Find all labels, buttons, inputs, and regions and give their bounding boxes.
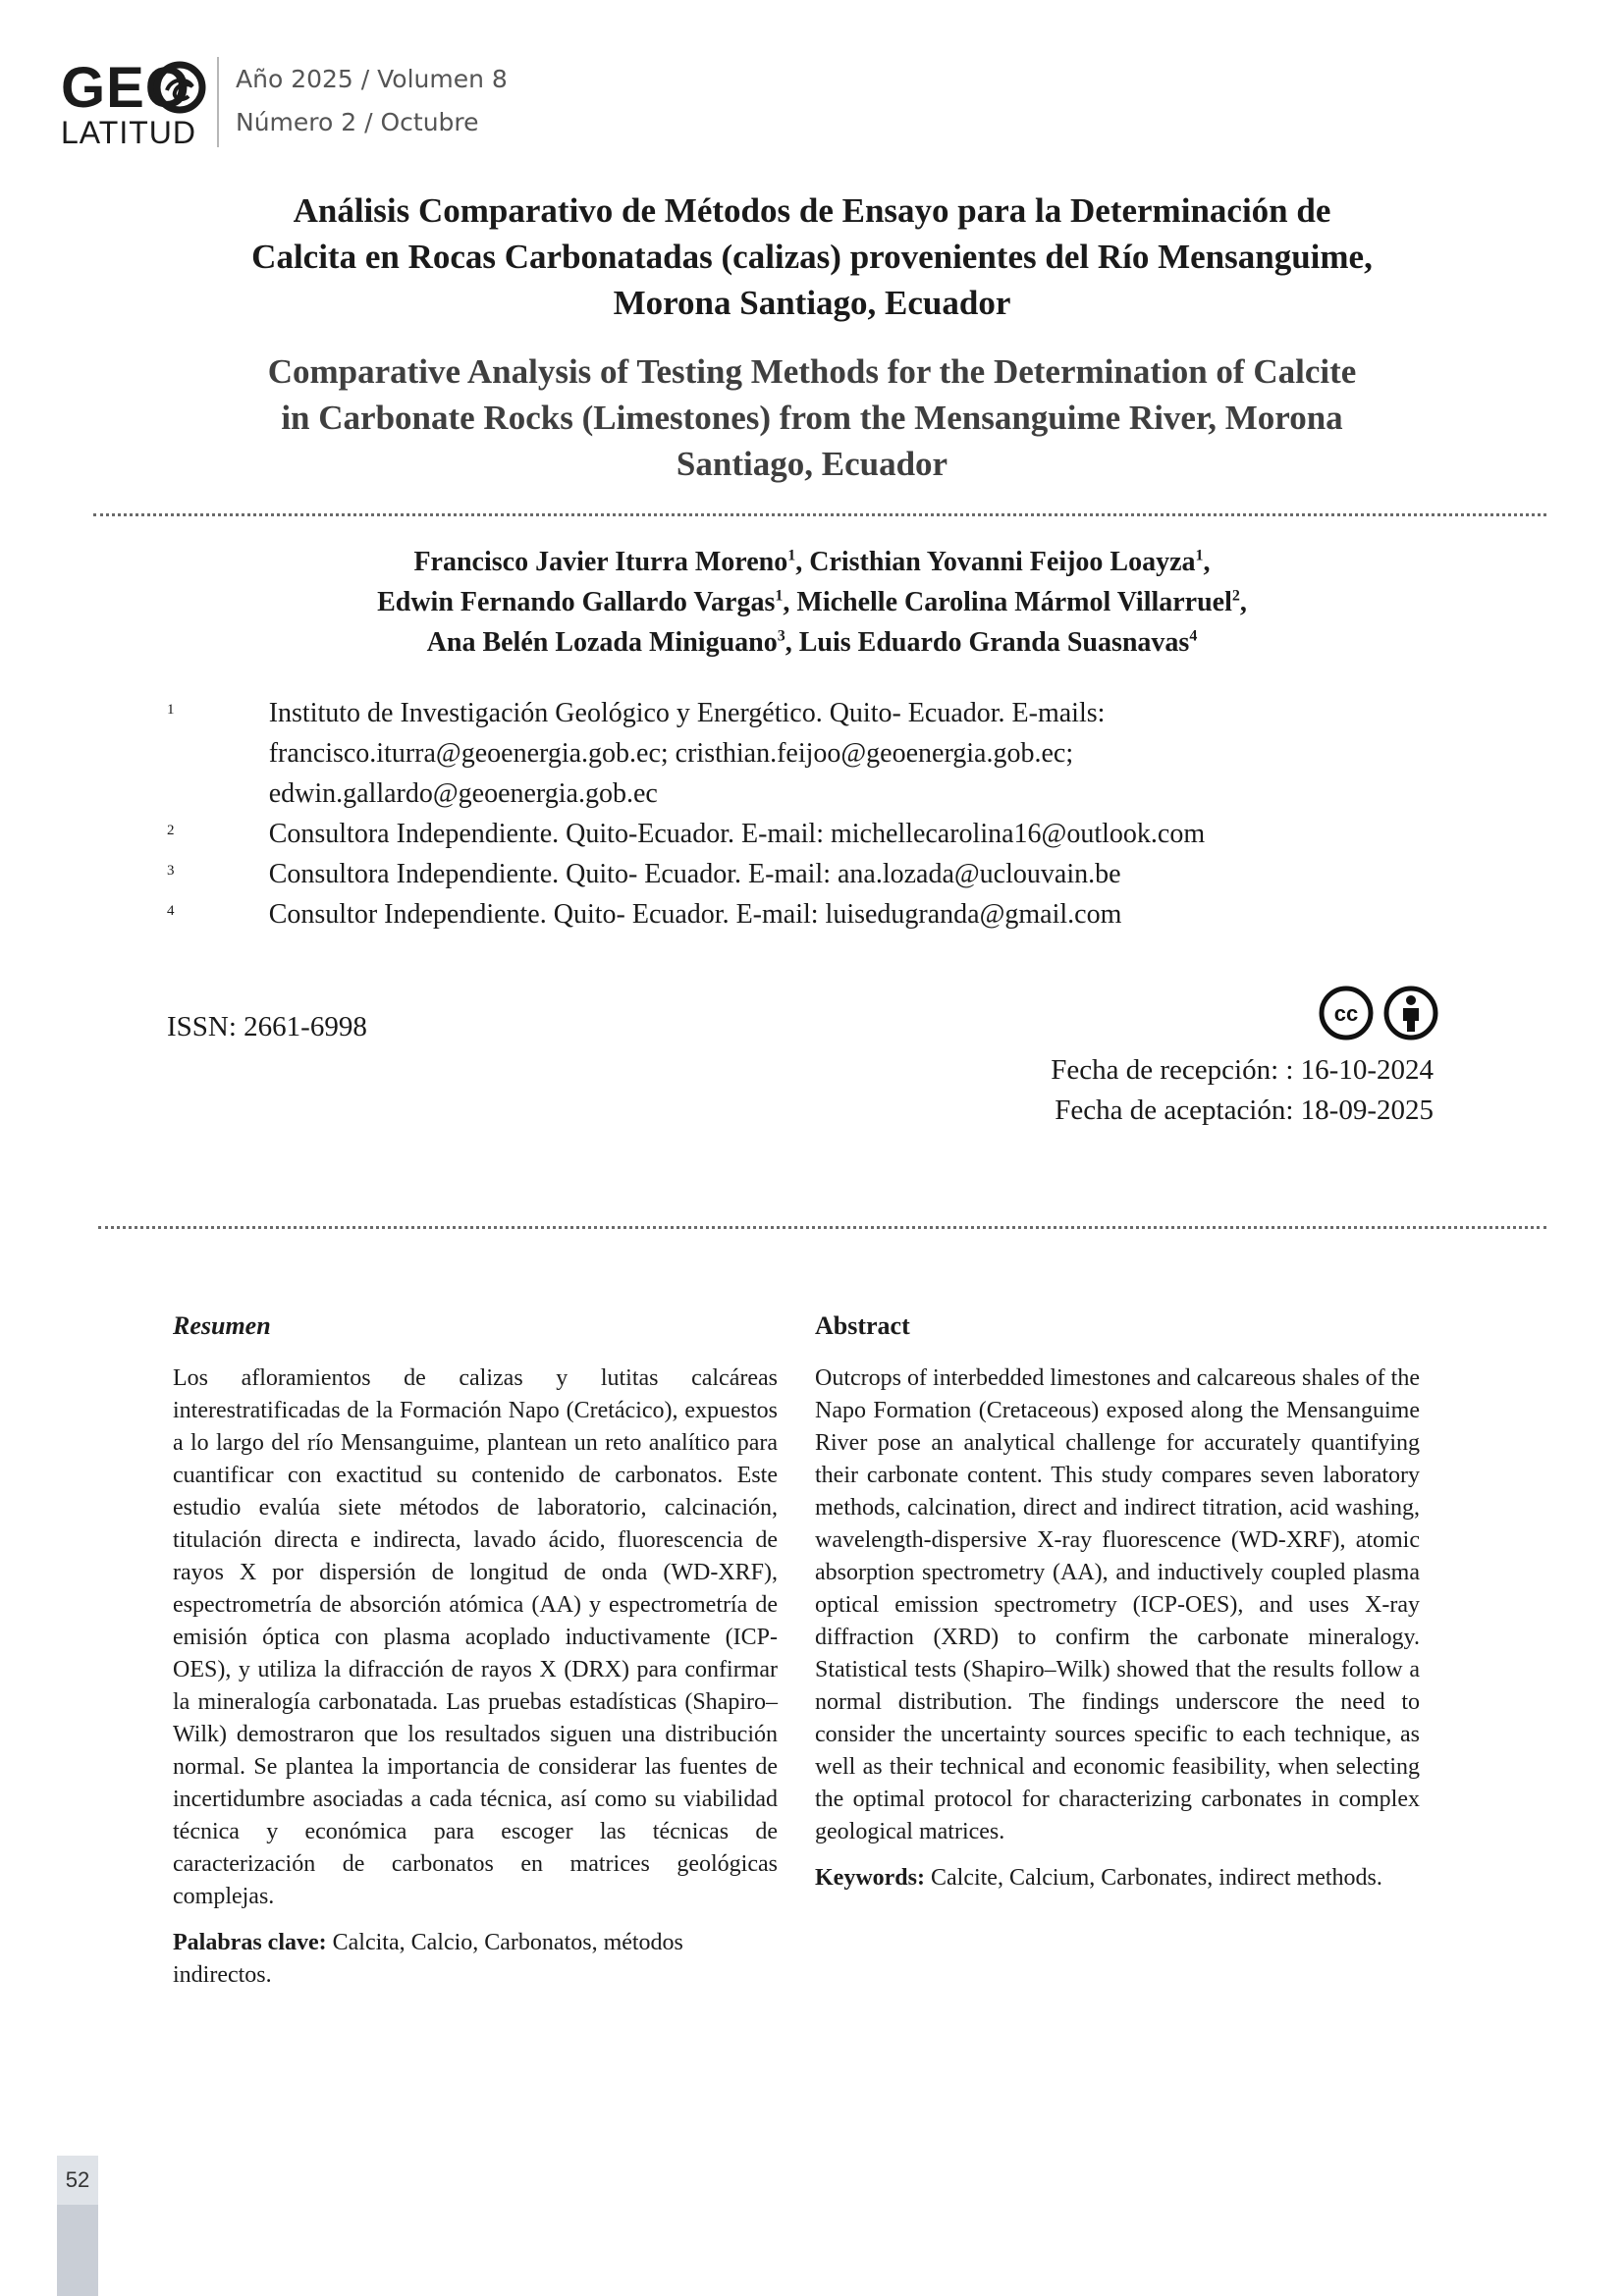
author-line-3: Ana Belén Lozada Miniguano$^3$, Luis Eduardo Granda Suasnavas$^4$ <box>426 627 1198 658</box>
affiliation-item: 3 Consultora Independiente. Quito- Ecuador. E-mail: ana.lozada@uclouvain.be <box>167 859 1121 889</box>
cc-icon <box>1322 988 1371 1038</box>
affiliation-item: 2 Consultora Independiente. Quito-Ecuador. E-mail: michellecarolina16@outlook.com <box>167 819 1206 849</box>
author-line-1: Francisco Javier Iturra Moreno$^1$, Cristhian Yovanni Feijoo Loayza$^1$, <box>413 547 1211 577</box>
journal-logo <box>61 56 198 150</box>
abstract-text: Outcrops of interbedded limestones and calcareous shales of the Napo Formation (Cretaceous) exposed along the Mensanguime River pose an analytical challenge for accurately quantifying their carbonate content. This study compares seven laboratory methods, calcination, direct and indirect titration, acid washing, wavelength-dispersive X-ray fluorescence (WD-XRF), atomic absorption spectrometry (AA), and inductively coupled plasma optical emission spectrometry (ICP-OES), and uses X-ray diffraction (XRD) to confirm the carbonate mineralogy. Statistical tests (Shapiro–Wilk) showed that the results follow a normal distribution. The findings underscore the need to consider the uncertainty sources specific to each technique, as well as their technical and economic feasibility, when selecting the optimal protocol for characterizing carbonates in complex geological matrices. <box>815 1365 1420 1844</box>
dotted-separator-bottom <box>98 1226 1546 1229</box>
license-badge[interactable] <box>1318 985 1441 1041</box>
issue-year-volume: Año 2025 / Volumen 8 <box>236 65 508 93</box>
author-name: Ana Belén Lozada Miniguano <box>426 627 778 658</box>
author-list <box>147 542 1477 663</box>
submission-dates <box>884 1050 1434 1131</box>
resumen-section <box>173 1362 778 1992</box>
author-name: Francisco Javier Iturra Moreno <box>413 547 788 577</box>
issue-number-month: Número 2 / Octubre <box>236 108 479 136</box>
author-line-2: Edwin Fernando Gallardo Vargas$^1$, Michelle Carolina Mármol Villarruel$^2$, <box>377 587 1247 617</box>
by-icon <box>1386 988 1435 1038</box>
logo-swirl-icon <box>153 61 206 114</box>
page-number: 52 <box>57 2156 98 2205</box>
author-name: Luis Eduardo Granda Suasnavas <box>798 627 1190 658</box>
logo-geo-text: GEO <box>61 56 190 120</box>
date-received: Fecha de recepción: : 16-10-2024 <box>1051 1054 1434 1086</box>
logo-latitud-text: LATITUD <box>61 115 196 150</box>
date-accepted: Fecha de aceptación: 18-09-2025 <box>1055 1095 1434 1126</box>
abstract-section <box>815 1362 1420 1895</box>
author-name: Cristhian Yovanni Feijoo Loayza <box>809 547 1196 577</box>
title-spanish: Análisis Comparativo de Métodos de Ensayo para la Determinación de Calcita en Rocas Carbonatadas (calizas) provenientes del Río Mensanguime, Morona Santiago, Ecuador <box>251 191 1373 322</box>
resumen-keywords: Palabras clave: Calcita, Calcio, Carbonatos, métodos indirectos. <box>173 1930 683 1988</box>
header-divider <box>217 57 219 147</box>
svg-text:cc: cc <box>1333 1001 1359 1026</box>
issn: ISSN: 2661-6998 <box>167 1011 367 1042</box>
affiliations <box>167 693 1443 934</box>
affiliation-item: 1 Instituto de Investigación Geológico y Energético. Quito- Ecuador. E-mails: francisco.iturra@geoenergia.gob.ec; cristhian.feijoo@geoenergia.gob.ec; edwin.gallardo@geoenergia.gob.ec <box>167 698 1106 809</box>
dotted-separator-top <box>93 513 1546 516</box>
abstract-heading: Abstract <box>815 1311 910 1340</box>
resumen-text: Los afloramientos de calizas y lutitas calcáreas interestratificadas de la Formación Napo (Cretácico), expuestos a lo largo del río Mensanguime, plantean un reto analítico para cuantificar con exactitud su contenido de carbonatos. Este estudio evalúa siete métodos de laboratorio, calcinación, titulación directa e indirecta, lavado ácido, fluorescencia de rayos X por dispersión de longitud de onda (WD-XRF), espectrometría de absorción atómica (AA) y espectrometría de emisión óptica con plasma acoplado inductivamente (ICP-OES), y utiliza la difracción de rayos X (DRX) para confirmar la mineralogía carbonatada. Las pruebas estadísticas (Shapiro–Wilk) demostraron que los resultados siguen una distribución normal. Se plantea la importancia de considerar las fuentes de incertidumbre asociadas a cada técnica, así como su viabilidad técnica y económica para escoger las técnicas de caracterización de carbonatos en matrices geológicas complejas. <box>173 1365 778 1909</box>
author-name: Michelle Carolina Mármol Villarruel <box>796 587 1232 617</box>
resumen-heading: Resumen <box>173 1311 271 1340</box>
abstract-keywords: Keywords: Calcite, Calcium, Carbonates, indirect methods. <box>815 1865 1382 1891</box>
title-english: Comparative Analysis of Testing Methods for the Determination of Calcite in Carbonate Rocks (Limestones) from the Mensanguime River, Morona Santiago, Ecuador <box>267 352 1357 483</box>
author-name: Edwin Fernando Gallardo Vargas <box>377 587 776 617</box>
affiliation-item: 4 Consultor Independiente. Quito- Ecuador. E-mail: luisedugranda@gmail.com <box>167 899 1122 930</box>
